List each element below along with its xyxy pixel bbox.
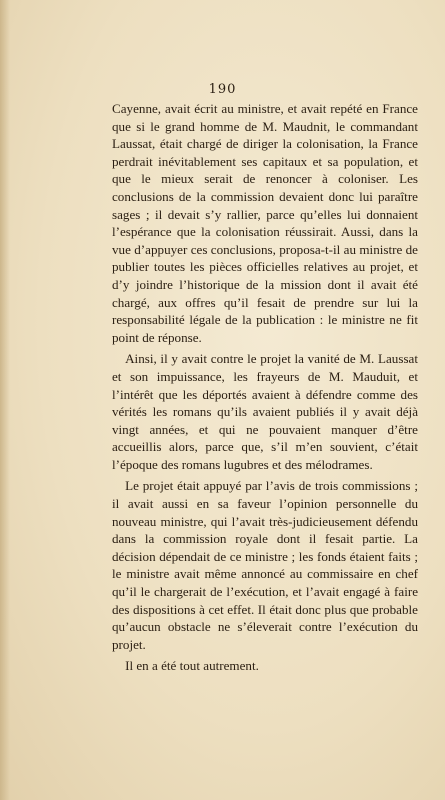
paragraph-2: Ainsi, il y avait contre le projet la vanité de M. Laussat et son impuissance, les frayeurs de M. Mauduit, et l’intérêt que les déportés avaient à défendre comme des vérités les romans qu’ils avaient publiés il y avait déjà vingt années, et qui ne pouvaient manquer d’être accueillis alors, parce que, s’il m’en souvient, c’était l’époque des romans lugubres et des mélodrames. — [112, 351, 418, 472]
page-gutter-shadow — [0, 0, 10, 800]
paragraph-4: Il en a été tout autrement. — [125, 658, 259, 674]
paragraph-1: Cayenne, avait écrit au ministre, et avait repété en France que si le grand homme de M. Maudnit, le commandant Laussat, était chargé de diriger la colonisation, la France perdrait inévitablement ses capitaux et sa population, et que le mieux serait de renoncer à coloniser. Les conclusions de la commission devaient donc lui paraître sages ; il devait s’y rallier, parce qu’elles lui donnaient l’espérance que la colonisation réussirait. Aussi, dans la vue d’appuyer ces conclusions, proposa-t-il au ministre de publier toutes les pièces officielles relatives au projet, et d’y joindre l’historique de la mission dont il avait été chargé, aux offres qu’il fesait de prendre sur lui la responsabilité légale de la publication : le ministre ne fit point de réponse. — [112, 101, 418, 345]
page-number: 190 — [208, 82, 237, 97]
body-text — [112, 100, 418, 679]
paragraph-3: Le projet était appuyé par l’avis de trois commissions ; il avait aussi en sa faveur l’opinion personnelle du nouveau ministre, qui l’avait très-judicieusement défendu dans la commission royale dont il fesait partie. La décision dépendait de ce ministre ; les fonds étaient faits ; le ministre avait même annoncé au commissaire en chef qu’il le chargerait de l’exécution, et l’avait engagé à faire des dispositions à cet effet. Il était donc plus que probable qu’aucun obstacle ne s’éleverait contre l’exécution du projet. — [112, 478, 418, 652]
